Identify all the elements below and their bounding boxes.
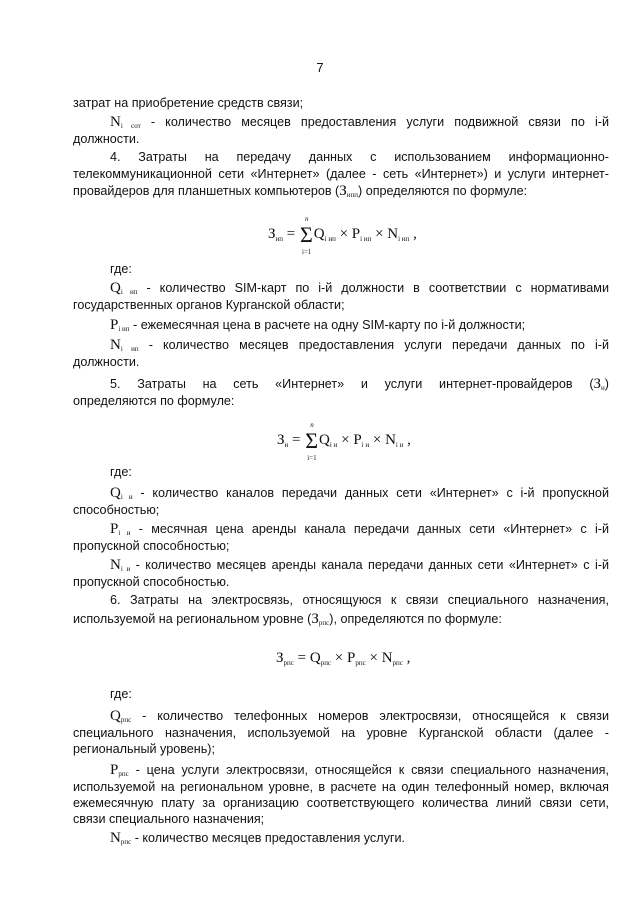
symbol-subscript: i и (120, 493, 133, 501)
text-line (73, 612, 609, 631)
formula-sub: ип (275, 235, 284, 243)
formula-special-communication (276, 650, 410, 667)
text-span: ) (604, 377, 609, 391)
symbol: P (110, 762, 119, 778)
definition-text: - количество месяцев аренды канала передачи данных сети «Интернет» с i-й (130, 558, 609, 572)
definition-text: - количество месяцев предоставления услуги. (131, 831, 405, 845)
definition-text: - количество каналов передачи данных сети «Интернет» с i-й пропускной (132, 486, 609, 500)
sum-lower: i=1 (307, 454, 317, 462)
symbol-subscript: ипп (346, 191, 359, 199)
formula-term: N (387, 226, 399, 242)
formula-lhs: З (276, 650, 284, 666)
definition-text: - месячная цена аренды канала передачи данных сети «Интернет» с i-й (130, 522, 609, 536)
formula-end: , (403, 432, 411, 448)
definition-text: - количество месяцев предоставления услуги подвижной связи по i-й (140, 115, 609, 129)
formula-op: × (365, 650, 382, 666)
formula-op: × (337, 432, 354, 448)
text-span: используемой на региональном уровне ( (73, 612, 312, 626)
formula-end: , (409, 226, 417, 242)
text-line: телекоммуникационной сети «Интернет» (далее - сеть «Интернет») и услуги интернет- (73, 167, 609, 181)
section-6-heading: 6. Затраты на электросвязь, относящуюся к связи специального назначения, (110, 593, 609, 607)
text-line: пропускной способностью. (73, 575, 230, 589)
symbol-subscript: i и (118, 529, 131, 537)
where-label: где: (110, 465, 132, 479)
symbol: Q (110, 485, 121, 501)
section-4-heading: 4. Затраты на передачу данных с использованием информационно- (110, 150, 609, 164)
sum-upper: n (310, 421, 314, 429)
formula-term: N (381, 650, 393, 666)
text-span: ) определяются по формуле: (358, 184, 528, 198)
formula-sub: i и (329, 441, 338, 449)
definition-text: - цена услуги электросвязи, относящейся к связи специального назначения, (128, 763, 609, 777)
definition-n-rps (110, 831, 609, 850)
symbol-subscript: i сот (120, 122, 141, 130)
symbol: P (110, 521, 119, 537)
text-line: определяются по формуле: (73, 394, 235, 408)
formula-term: N (385, 432, 396, 448)
formula-lhs: З (277, 432, 285, 448)
text-line: пропускной способностью; (73, 539, 230, 553)
symbol-subscript: i ип (120, 288, 138, 296)
text-line: должности. (73, 132, 140, 146)
text-line: должности. (73, 355, 140, 369)
text-line: связи специального назначения; (73, 812, 265, 826)
formula-eq: = (293, 650, 310, 666)
formula-end: , (402, 650, 411, 666)
symbol-subscript: и (601, 384, 605, 392)
formula-sub: рпс (320, 659, 332, 667)
text-line: способностью; (73, 503, 160, 517)
symbol-subscript: рпс (118, 770, 129, 778)
formula-internet (277, 421, 411, 462)
symbol: Q (110, 280, 121, 296)
symbol: N (110, 830, 121, 846)
formula-sub: i и (395, 441, 404, 449)
formula-term: Q (309, 650, 321, 666)
formula-eq: = (288, 432, 305, 448)
formula-lhs: З (268, 226, 276, 242)
symbol: Q (110, 708, 121, 724)
definition-text: - количество телефонных номеров электросвязи, относящейся к связи (131, 709, 609, 723)
symbol: З (311, 611, 319, 627)
text-span: провайдеров для планшетных компьютеров ( (73, 184, 340, 198)
sum-sign: Σ n i=1 (305, 421, 319, 462)
symbol: N (110, 337, 121, 353)
symbol-subscript: i ип (118, 325, 130, 333)
formula-op: × (371, 226, 388, 242)
formula-eq: = (283, 226, 299, 242)
text-span: ), определяются по формуле: (329, 612, 502, 626)
formula-sub: рпс (392, 659, 403, 667)
where-label: где: (110, 262, 132, 276)
symbol: З (339, 183, 347, 199)
symbol-subscript: i и (120, 565, 131, 573)
formula-op: × (369, 432, 386, 448)
symbol: P (110, 317, 119, 333)
formula-term: Q (313, 226, 325, 242)
symbol-subscript: рпс (318, 619, 330, 627)
symbol: З (593, 376, 602, 392)
text-line: используемой на региональном уровне, в расчете на один телефонный номер, включая (73, 780, 609, 794)
text-line: специального назначения, используемой на уровне Курганской области (далее - (73, 726, 609, 740)
symbol-subscript: i ип (120, 345, 139, 353)
symbol: N (110, 557, 121, 573)
where-label: где: (110, 687, 132, 701)
text-line: ежемесячную плату за организацию соответствующего количества линий связи сети, (73, 796, 609, 810)
sum-upper: n (304, 215, 309, 223)
formula-sub: i ип (360, 235, 372, 243)
text-span: 5. Затраты на сеть «Интернет» и услуги интернет-провайдеров ( (110, 377, 594, 391)
formula-sub: i ип (398, 235, 410, 243)
definition-text: - количество месяцев предоставления услуги передачи данных по i-й (138, 338, 610, 352)
sum-lower: i=1 (301, 248, 312, 256)
formula-term: Q (319, 432, 330, 448)
formula-sub: и (284, 441, 289, 449)
text-line: затрат на приобретение средств связи; (73, 96, 304, 110)
formula-term: P (353, 432, 362, 448)
text-line: государственных органов Курганской области; (73, 298, 345, 312)
sum-sign: Σ n i=1 (299, 215, 313, 256)
symbol-subscript: рпс (120, 716, 132, 724)
text-line: региональный уровень); (73, 742, 215, 756)
formula-op: × (335, 226, 352, 242)
definition-p-ip (110, 318, 609, 337)
formula-internet-tablets (268, 215, 417, 256)
page-number: 7 (316, 60, 324, 75)
formula-sub: i ип (324, 235, 336, 243)
definition-text: - ежемесячная цена в расчете на одну SIM-карту по i-й должности; (129, 318, 526, 332)
symbol: N (110, 114, 121, 130)
text-line (73, 184, 609, 203)
formula-op: × (331, 650, 348, 666)
definition-text: - количество SIM-карт по i-й должности в соответствии с нормативами (137, 281, 609, 295)
formula-sub: i и (361, 441, 370, 449)
symbol-subscript: рпс (120, 838, 132, 846)
formula-term: P (351, 226, 361, 242)
formula-sub: рпс (283, 659, 294, 667)
formula-term: P (347, 650, 356, 666)
formula-sub: рпс (355, 659, 366, 667)
